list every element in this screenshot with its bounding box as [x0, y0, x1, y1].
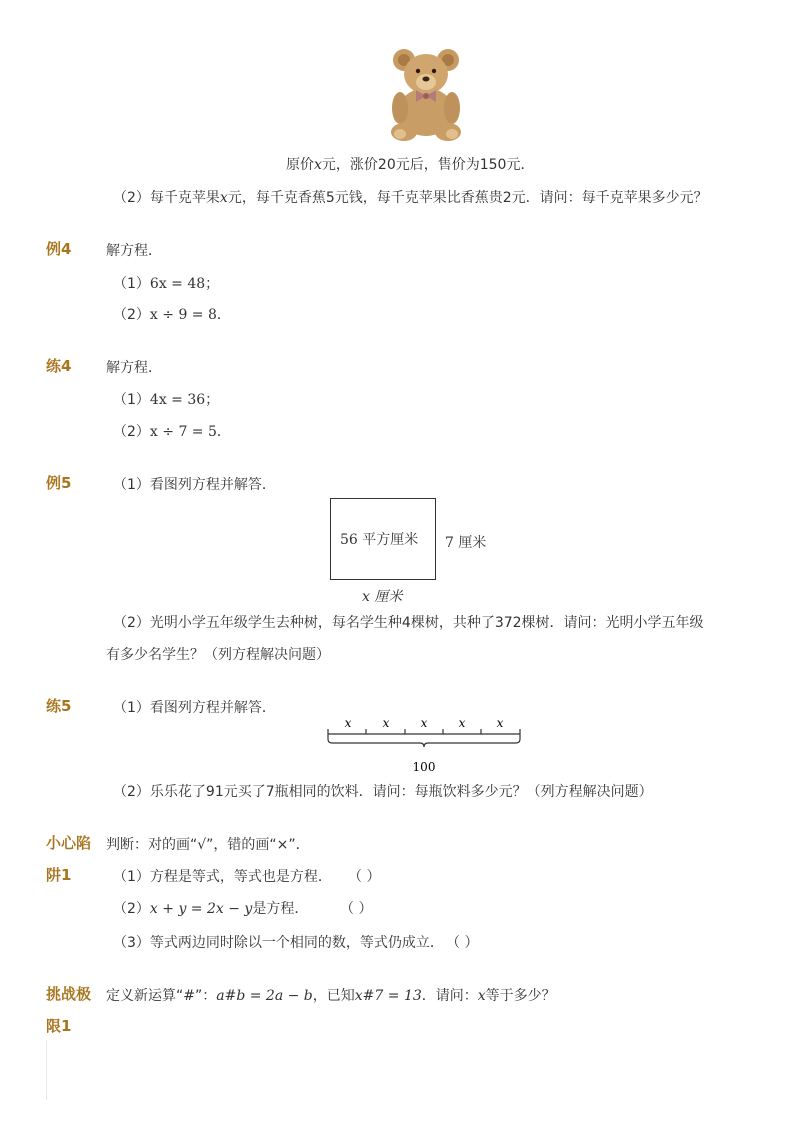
practice5-question-1: （1）看图列方程并解答．	[113, 700, 276, 716]
caption-variable: x	[314, 157, 322, 173]
challenge-condition: x#7 = 13	[354, 988, 422, 1004]
question-variable: x	[219, 190, 228, 206]
section-tag-challenge-line2: 限1	[46, 1017, 72, 1035]
item-label: （2）	[113, 307, 150, 323]
question-text-post: 元，每千克香蕉5元钱，每千克苹果比香蕉贵2元．请问：每千克苹果多少元？	[227, 190, 708, 206]
item-label: （2）	[113, 424, 150, 440]
section-tag-trap-line1: 小心陷	[46, 834, 92, 852]
example5-question-2-line1: （2）光明小学五年级学生去种树，每名学生种4棵树，共种了372棵树．请问：光明小学五年级	[113, 615, 704, 631]
trap-intro: 判断：对的画“√”，错的画“×”．	[106, 837, 310, 853]
item-text: 是方程．	[252, 901, 309, 917]
challenge-text-post: ．请问：	[421, 988, 478, 1004]
left-margin-line	[46, 1040, 47, 1100]
segment-label-4: x	[458, 716, 466, 730]
item-label: （2）	[113, 901, 150, 917]
practice5-question-2: （2）乐乐花了91元买了7瓶相同的饮料．请问：每瓶饮料多少元？（列方程解决问题）	[113, 784, 653, 800]
example4-item-2	[113, 304, 231, 324]
teddy-bear-image	[386, 44, 466, 144]
equation: x ÷ 9 = 8．	[149, 307, 231, 323]
rectangle-width-label: x 厘米	[362, 589, 403, 605]
equation: 6x = 48；	[149, 276, 220, 292]
practice4-title: 解方程．	[106, 360, 162, 376]
trap-item-1-answer[interactable]: （ ）	[348, 869, 381, 885]
trap-item-3-answer[interactable]: （ ）	[446, 935, 479, 951]
trap-item-2	[113, 898, 308, 918]
section-tag-practice5: 练5	[46, 697, 72, 715]
bear-caption	[286, 154, 534, 174]
item-text: 方程是等式，等式也是方程．	[149, 869, 332, 885]
item-label: （1）	[113, 276, 150, 292]
segment-label-5: x	[496, 716, 504, 730]
item-text: 等式两边同时除以一个相同的数，等式仍成立．	[149, 935, 444, 951]
practice4-item-1	[113, 389, 219, 409]
segment-label-3: x	[420, 716, 428, 730]
example5-question-2-line2: 有多少名学生？（列方程解决问题）	[106, 647, 330, 663]
item-label: （3）	[113, 935, 150, 951]
question-text-pre: 每千克苹果	[149, 190, 220, 206]
section-tag-trap-line2: 阱1	[46, 866, 72, 884]
segment-total-label: 100	[412, 760, 436, 774]
item-label: （1）	[113, 392, 150, 408]
challenge-text-end: 等于多少？	[485, 988, 556, 1004]
example4-item-1	[113, 273, 219, 293]
equation: x ÷ 7 = 5．	[149, 424, 231, 440]
section-tag-example5: 例5	[46, 474, 72, 492]
practice4-item-2	[113, 421, 231, 441]
equation: 4x = 36；	[149, 392, 220, 408]
total-brace	[328, 739, 520, 747]
section-tag-challenge-line1: 挑战极	[46, 985, 92, 1003]
segment-diagram	[320, 712, 530, 776]
item-label: （1）	[113, 869, 150, 885]
challenge-text-pre: 定义新运算“#”：	[106, 988, 217, 1004]
segment-label-1: x	[344, 716, 352, 730]
challenge-variable: x	[477, 988, 486, 1004]
equation: x + y = 2x − y	[149, 901, 253, 917]
trap-item-3	[113, 932, 444, 952]
caption-prefix: 原价	[286, 157, 314, 173]
question-label: （2）	[113, 190, 150, 206]
caption-suffix: 元，涨价20元后，售价为150元．	[321, 157, 535, 173]
section-tag-practice4: 练4	[46, 357, 72, 375]
challenge-question	[106, 985, 556, 1005]
trap-item-1	[113, 866, 332, 886]
example5-question-1: （1）看图列方程并解答．	[113, 477, 276, 493]
section-tag-example4: 例4	[46, 240, 72, 258]
rectangle-height-label: 7 厘米	[445, 535, 487, 551]
example4-title: 解方程．	[106, 243, 162, 259]
challenge-text-mid: ，已知	[312, 988, 355, 1004]
question-apple	[113, 187, 708, 207]
trap-item-2-answer[interactable]: （ ）	[340, 901, 373, 917]
challenge-definition: a#b = 2a − b	[216, 988, 313, 1004]
rectangle-area-label: 56 平方厘米	[340, 532, 419, 548]
segment-label-2: x	[382, 716, 390, 730]
